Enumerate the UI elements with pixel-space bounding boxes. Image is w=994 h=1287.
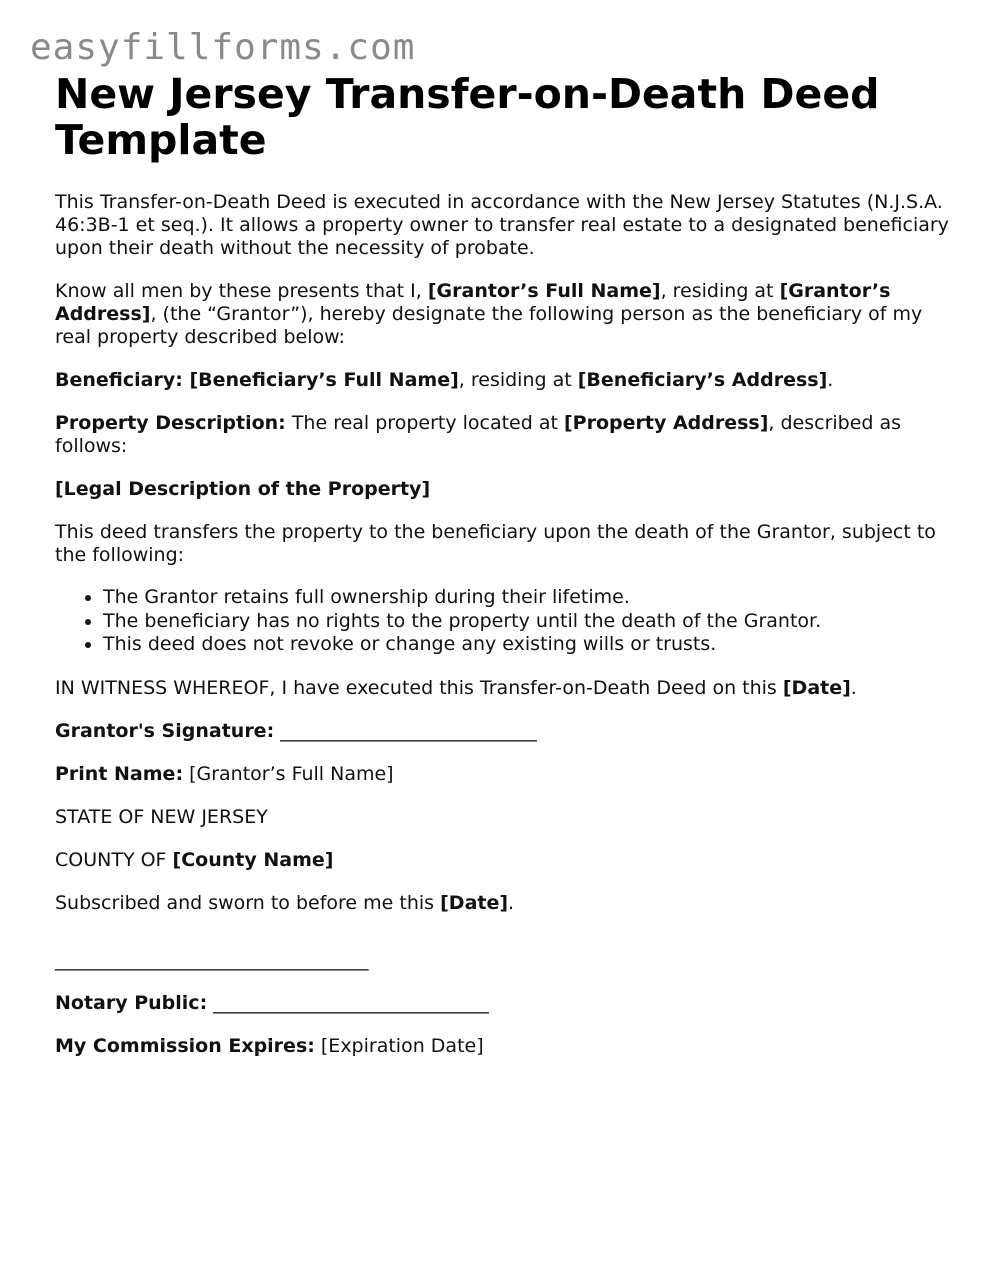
county-placeholder: [County Name] bbox=[172, 848, 334, 871]
print-name-paragraph bbox=[55, 763, 950, 786]
spacer bbox=[55, 935, 950, 949]
know-all-suffix: , (the “Grantor”), hereby designate the following person as the beneficiary of my real property described below: bbox=[55, 303, 923, 348]
notary-signature-line: _________________________________ bbox=[55, 948, 369, 971]
beneficiary-residing: , residing at bbox=[458, 369, 578, 391]
property-text-a: The real property located at bbox=[285, 412, 564, 434]
signature-label: Grantor's Signature: bbox=[55, 719, 275, 742]
watermark: easyfillforms.com bbox=[30, 27, 416, 68]
sworn-text: Subscribed and sworn to before me this bbox=[55, 891, 441, 914]
sworn-date-placeholder: [Date] bbox=[440, 891, 509, 914]
sworn-end: . bbox=[508, 891, 515, 914]
beneficiary-address-placeholder: [Beneficiary’s Address] bbox=[577, 369, 828, 391]
document-page bbox=[55, 71, 950, 1078]
print-name-label: Print Name: bbox=[55, 762, 184, 785]
property-text-b: , described as follows: bbox=[55, 412, 902, 457]
commission-value: [Expiration Date] bbox=[314, 1034, 484, 1057]
notary-label: Notary Public: bbox=[55, 991, 208, 1014]
grantor-address-placeholder: [Grantor’s Address] bbox=[55, 280, 891, 325]
witness-text: IN WITNESS WHEREOF, I have executed this Transfer-on-Death Deed on this bbox=[55, 676, 783, 699]
sworn-paragraph bbox=[55, 892, 950, 915]
beneficiary-name-placeholder: [Beneficiary’s Full Name] bbox=[189, 369, 459, 391]
list-item: • The beneficiary has no rights to the property until the death of the Grantor. bbox=[103, 610, 950, 634]
signature-paragraph bbox=[55, 720, 950, 743]
legal-description-placeholder: [Legal Description of the Property] bbox=[55, 478, 431, 500]
commission-paragraph bbox=[55, 1035, 950, 1058]
conditions-intro: This deed transfers the property to the beneficiary upon the death of the Grantor, subject to the following: bbox=[55, 521, 936, 566]
witness-end: . bbox=[850, 676, 857, 699]
conditions-list bbox=[55, 586, 950, 657]
witness-paragraph bbox=[55, 677, 950, 700]
county-label: COUNTY OF bbox=[55, 848, 173, 871]
commission-label: My Commission Expires: bbox=[55, 1034, 315, 1057]
page-title: New Jersey Transfer-on-Death Deed Template bbox=[55, 70, 880, 164]
signature-line: ___________________________ bbox=[274, 719, 537, 742]
beneficiary-end: . bbox=[827, 369, 834, 391]
grantor-name-placeholder: [Grantor’s Full Name] bbox=[427, 280, 661, 302]
county-paragraph bbox=[55, 849, 950, 872]
know-all-prefix: Know all men by these presents that I, bbox=[55, 280, 428, 302]
legal-description-paragraph bbox=[55, 478, 950, 501]
list-item: • The Grantor retains full ownership during their lifetime. bbox=[103, 586, 950, 610]
state-line: STATE OF NEW JERSEY bbox=[55, 805, 268, 828]
list-item: • This deed does not revoke or change any existing wills or trusts. bbox=[103, 633, 950, 657]
notary-paragraph bbox=[55, 992, 950, 1015]
print-name-value: [Grantor’s Full Name] bbox=[183, 762, 394, 785]
notary-line: _____________________________ bbox=[207, 991, 489, 1014]
know-all-residing: , residing at bbox=[660, 280, 780, 302]
beneficiary-label: Beneficiary: bbox=[55, 369, 190, 391]
property-paragraph bbox=[55, 412, 950, 458]
know-all-paragraph bbox=[55, 280, 950, 349]
property-label: Property Description: bbox=[55, 412, 286, 434]
property-address-placeholder: [Property Address] bbox=[563, 412, 769, 434]
beneficiary-paragraph bbox=[55, 369, 950, 392]
witness-date-placeholder: [Date] bbox=[782, 676, 851, 699]
intro-paragraph: This Transfer-on-Death Deed is executed in accordance with the New Jersey Statutes (N.J.S.A. 46:3B-1 et seq.). It allows a property owner to transfer real estate to a designated beneficiary upon their death without the necessity of probate. bbox=[55, 191, 949, 259]
